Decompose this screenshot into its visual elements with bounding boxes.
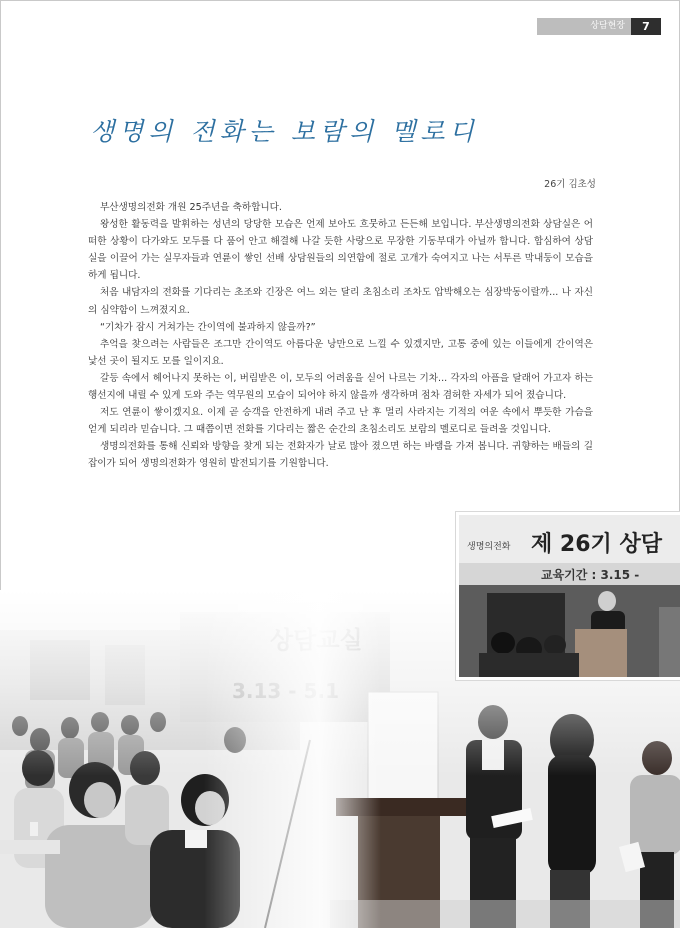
paragraph: 갈등 속에서 헤어나지 못하는 이, 버림받은 이, 모두의 어려움을 싣어 나르는 기차... 각자의 아픔을 달래어 가고자 하는 행선지에 내릴 수 있게 도와 주는 역무원의 모습이 되어야 하지 않을까 생각하며 점차 겸허한 자세가 되어 졌습니다. [88, 372, 593, 402]
quote-paragraph: “기차가 잠시 거쳐가는 간이역에 불과하지 않을까?” [100, 321, 316, 333]
paragraph: 생명의전화를 통해 신뢰와 방향을 찾게 되는 전화자가 날로 많아 졌으면 하는 바램을 가져 봅니다. 귀향하는 배들의 길잡이가 되어 생명의전화가 영원히 발전되기를 기원합니다. [88, 441, 593, 470]
section-label: 상담현장 [590, 21, 625, 31]
article-title: 생명의 전화는 보람의 멜로디 [90, 117, 479, 146]
lecture-photo [456, 512, 680, 680]
paragraph: 왕성한 활동력을 발휘하는 성년의 당당한 모습은 언제 보아도 흐뭇하고 든든해 보입니다. 부산생명의전화 상담실은 어떠한 상황이 다가와도 모두를 다 품어 안고 해결해 나갈 듯한 사랑으로 무장한 기동부대가 아닐까 합니다. 합심하여 상담실을 이끌어 가는 실무자들과 연륜이 쌓인 선배 상담원들의 의연함에 절로 고개가 숙여지고 나는 서투른 막내둥이 모습을 하게 됩니다. [88, 219, 593, 282]
paragraph: 추억을 찾으려는 사람들은 조그만 간이역도 아름다운 낭만으로 느낄 수 있겠지만, 고통 중에 있는 이들에게 간이역은 낯선 곳이 될지도 모를 일이지요. [88, 338, 593, 367]
page-number: 7 [631, 18, 661, 35]
paragraph: 처음 내담자의 전화를 기다리는 초조와 긴장은 여느 외는 달리 초침소리 조차도 압박해오는 심장박동이랄까... 나 자신의 심약함이 느껴졌지요. [88, 287, 593, 316]
author-byline: 26기 김초성 [544, 179, 596, 190]
inset-banner-line2: 교육기간 : 3.15 - [541, 568, 640, 582]
inset-banner-small: 생명의전화 [467, 542, 511, 552]
paragraph: 저도 연륜이 쌓이겠지요. 이제 곧 승객을 안전하게 내려 주고 난 후 멀리 사라지는 기적의 여운 속에서 뿌듯한 가슴을 얻게 되리라 믿습니다. 그 때쯤이면 전화를 기다리는 짧은 순간의 초침소리도 보람의 멜로디로 들려올 것입니다. [88, 407, 593, 436]
inset-banner-line1: 제 26기 상담 [531, 532, 662, 557]
article-body [88, 199, 593, 473]
paragraph: 부산생명의전화 개원 25주년을 축하합니다. [100, 202, 282, 213]
